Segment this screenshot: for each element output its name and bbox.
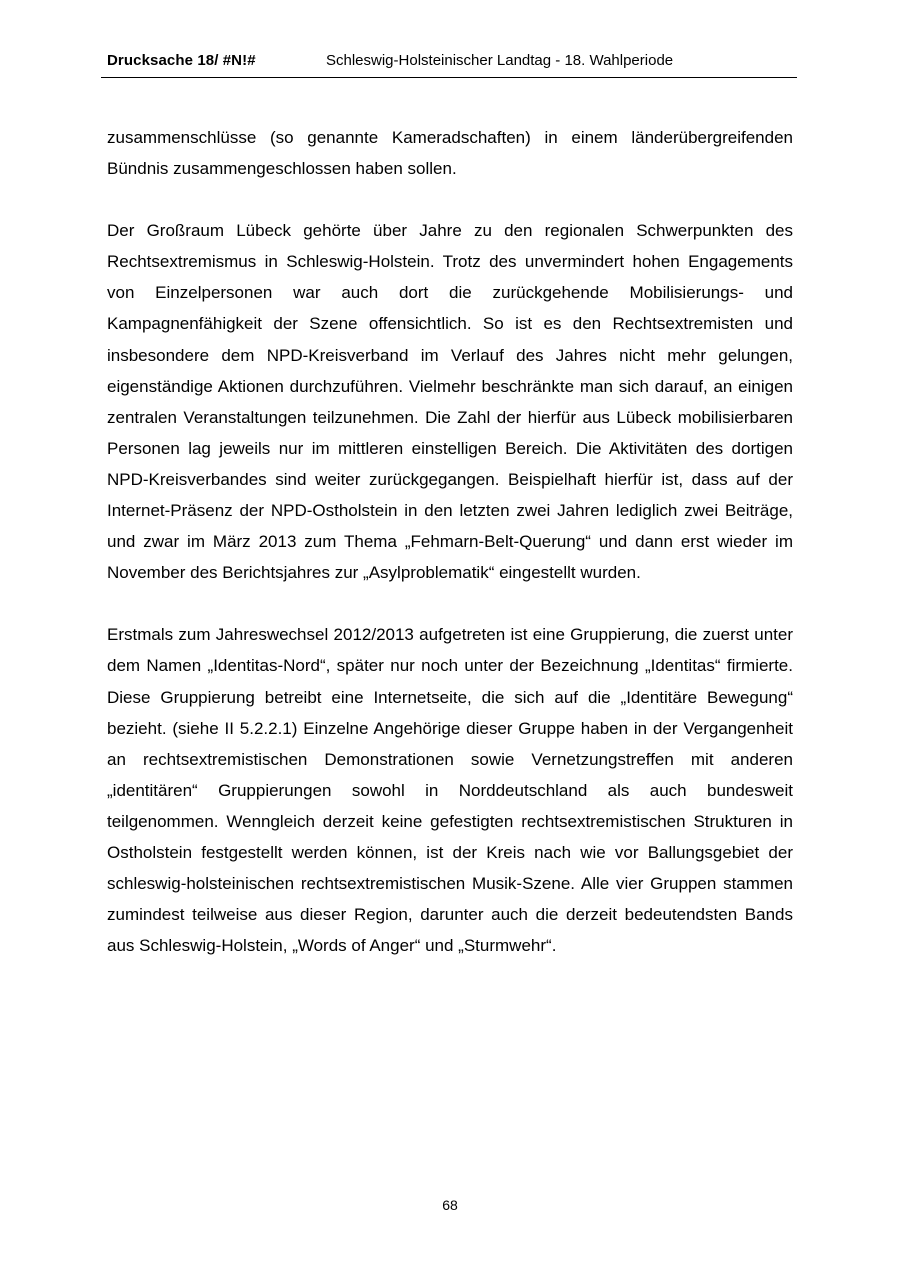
page-header — [101, 50, 797, 78]
paragraph-2: Der Großraum Lübeck gehörte über Jahre zu den regionalen Schwerpunkten des Rechtsextremismus in Schleswig-Holstein. Trotz des unvermindert hohen Engagements von Einzelpersonen war auch dort die zurückgehende Mobilisierungs- und Kampagnenfähigkeit der Szene offensichtlich. So ist es den Rechtsextremisten und insbesondere dem NPD-Kreisverband im Verlauf des Jahres nicht mehr gelungen, eigenständige Aktionen durchzuführen. Vielmehr beschränkte man sich darauf, an einigen zentralen Veranstaltungen teilzunehmen. Die Zahl der hierfür aus Lübeck mobilisierbaren Personen lag jeweils nur im mittleren einstelligen Bereich. Die Aktivitäten des dortigen NPD-Kreisverbandes sind weiter zurückgegangen. Beispielhaft hierfür ist, dass auf der Internet-Präsenz der NPD-Ostholstein in den letzten zwei Jahren lediglich zwei Beiträge, und zwar im März 2013 zum Thema „Fehmarn-Belt-Querung“ und dann erst wieder im November des Berichtsjahres zur „Asylproblematik“ eingestellt wurden. — [107, 221, 793, 583]
body-text — [107, 122, 793, 961]
paragraph-1: zusammenschlüsse (so genannte Kameradschaften) in einem länderübergreifenden Bündnis zusammengeschlossen haben sollen. — [107, 128, 793, 179]
paragraph-3: Erstmals zum Jahreswechsel 2012/2013 aufgetreten ist eine Gruppierung, die zuerst unter dem Namen „Identitas-Nord“, später nur noch unter der Bezeichnung „Identitas“ firmierte. Diese Gruppierung betreibt eine Internetseite, die sich auf die „Identitäre Bewegung“ bezieht. (siehe II 5.2.2.1) Einzelne Angehörige dieser Gruppe haben in der Vergangenheit an rechtsextremistischen Demonstrationen sowie Vernetzungstreffen mit anderen „identitären“ Gruppierungen sowohl in Norddeutschland als auch bundesweit teilgenommen. Wenngleich derzeit keine gefestigten rechtsextremistischen Strukturen in Ostholstein festgestellt werden können, ist der Kreis nach wie vor Ballungsgebiet der schleswig-holsteinischen rechtsextremistischen Musik-Szene. Alle vier Gruppen stammen zumindest teilweise aus dieser Region, darunter auch die derzeit bedeutendsten Bands aus Schleswig-Holstein, „Words of Anger“ und „Sturmwehr“. — [107, 625, 793, 956]
page-number: 68 — [442, 1197, 458, 1213]
document-number: Drucksache 18/ #N!# — [107, 52, 256, 69]
parliament-title: Schleswig-Holsteinischer Landtag - 18. Wahlperiode — [326, 52, 674, 69]
